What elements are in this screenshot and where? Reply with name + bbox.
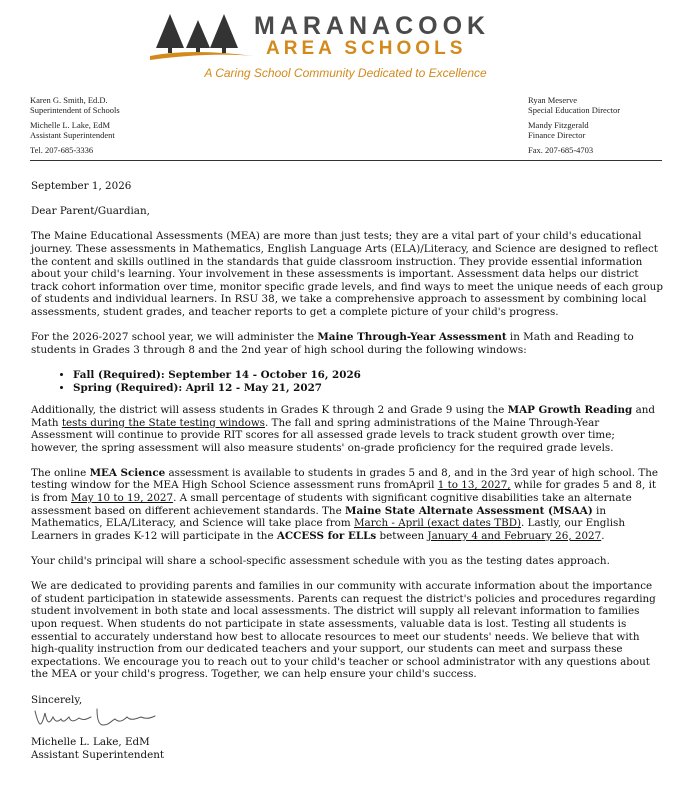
staff-name: Mandy Fitzgerald xyxy=(528,120,589,130)
signer-title: Assistant Superintendent xyxy=(31,749,165,762)
paragraph-map-growth: Additionally, the district will assess students in Grades K through 2 and Grade 9 using the MAP Growth Reading and Math tests during the State testing windows. The fall and spring administrations of the Maine Through-Year Assessment will continue to provide RIT scores for all assessed grade levels to track student growth over time; however, the spring assessment will also measure students' on-grade proficiency for the required grade levels. xyxy=(31,403,656,454)
tagline: A Caring School Community Dedicated to Excellence xyxy=(204,66,487,80)
signature-image xyxy=(31,703,161,733)
staff-title: Finance Director xyxy=(528,129,586,140)
fax: Fax. 207-685-4703 xyxy=(528,145,594,155)
salutation: Dear Parent/Guardian, xyxy=(31,205,150,218)
staff-name: Karen G. Smith, Ed.D. xyxy=(30,95,108,105)
letter-date: September 1, 2026 xyxy=(31,180,132,192)
list-item: • Fall (Required): September 14 - October 16, 2026 xyxy=(73,369,663,382)
paragraph-principal: Your child's principal will share a school-specific assessment schedule with you as the testing dates approach. xyxy=(31,555,610,568)
list-item: • Spring (Required): April 12 - May 21, 2027 xyxy=(73,382,663,395)
link-text: tests during the State testing windows xyxy=(61,416,265,429)
paragraph-science: The online MEA Science assessment is available to students in grades 5 and 8, and in the 3rd year of high school. The testing window for the MEA High School Science assessment runs fromApril 1 to 13, 2027, while for grades 5 and 8, it is from May 10 to 19, 2027. A small percentage of students with significant cognitive disabilities take an alternate assessment based on different achievement standards. The Maine State Alternate Assessment (MSAA) in Mathematics, ELA/Literacy, and Science will take place from March - April (exact dates TBD). Lastly, our English Learners in grades K-12 will participate in the ACCESS for ELLs between January 4 and February 26, 2027. xyxy=(31,466,658,542)
staff-name: Ryan Meserve xyxy=(528,95,577,105)
closing: Sincerely, xyxy=(31,693,83,706)
paragraph-participation: We are dedicated to providing parents and families in our community with accurate information about the importance of student participation in statewide assessments. Parents can request the district's policies and procedures regarding student involvement in both state and local assessments. The district will supply all relevant information to families upon request. When students do not participate in state assessments, valuable data is lost. Testing all students is essential to accurately understand how best to allocate resources to meet our students' needs. We believe that with high-quality instruction from our dedicated teachers and your support, our students can meet and surpass these expectations. We encourage you to reach out to your child's teacher or school administrator with any questions about the MEA or your child's progress. Together, we can help ensure your child's success. xyxy=(31,580,656,681)
district-name: MARANACOOK xyxy=(254,12,491,40)
staff-title: Special Education Director xyxy=(528,104,621,115)
district-logo xyxy=(150,12,550,64)
telephone: Tel. 207-685-3336 xyxy=(30,145,94,155)
paragraph-intro: The Maine Educational Assessments (MEA) are more than just tests; they are a vital part of your child's educational journey. These assessments in Mathematics, English Language Arts (ELA)/Literacy, and Science are designed to reflect the content and skills outlined in the standards that guide classroom instruction. They provide essential information about your child's learning. Your involvement in these assessments is important. Assessment data helps our district track cohort information over time, monitor specific grade levels, and find ways to meet the unique needs of each group of students and individual learners. In RSU 38, we take a comprehensive approach to assessment by combining local assessments, student grades, and teacher reports to get a complete picture of your child's progress. xyxy=(31,230,663,318)
district-name-sub: AREA SCHOOLS xyxy=(266,38,467,59)
left-staff-block xyxy=(30,96,120,156)
staff-name: Michelle L. Lake, EdM xyxy=(30,120,111,130)
pine-trees-icon xyxy=(150,12,260,64)
letter-body xyxy=(31,180,663,762)
assessment-name: Maine Through-Year Assessment xyxy=(317,331,507,344)
right-staff-block xyxy=(528,96,620,156)
staff-title: Assistant Superintendent xyxy=(30,129,115,140)
paragraph-through-year: For the 2026-2027 school year, we will administer the Maine Through-Year Assessment in Math and Reading to students in Grades 3 through 8 and the 2nd year of high school during the following windows: xyxy=(31,331,634,356)
header-divider xyxy=(30,160,662,161)
signer-name: Michelle L. Lake, EdM xyxy=(31,736,150,749)
testing-windows-list xyxy=(31,369,663,395)
staff-title: Superintendent of Schools xyxy=(30,104,120,115)
